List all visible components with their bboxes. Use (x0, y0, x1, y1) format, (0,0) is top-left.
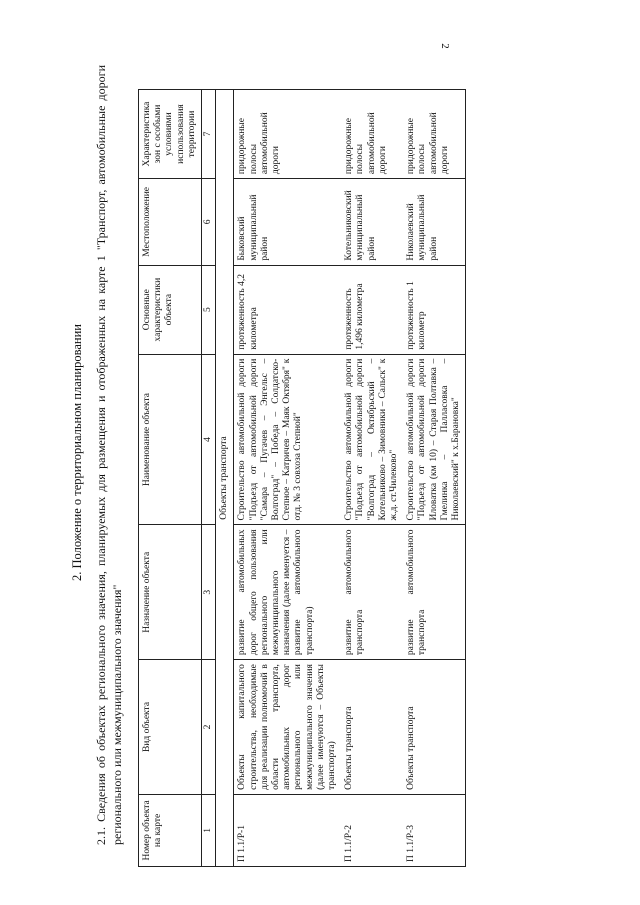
cell-characteristics: протяженность 1 километр (403, 265, 466, 354)
cell-purpose: развитие автомобильного транспорта (403, 525, 466, 660)
cell-name: Строительство автомобильной дороги "Подъезд от автомобильной дороги "Волгоград – Октябрьский – Котельниково – Зимовники – Сальск" к ж.д. ст.Чилеково" (341, 354, 403, 525)
cell-location: Котельниковский муниципальный район (341, 179, 403, 266)
cell-zones: придорожные полосы автомобильной дороги (341, 90, 403, 179)
cell-location: Быковский муниципальный район (234, 179, 341, 266)
column-number-row (202, 90, 216, 867)
table-row (234, 90, 341, 867)
group-label: Объекты транспорта (216, 90, 234, 867)
header-purpose: Назначение объекта (139, 525, 202, 660)
cell-characteristics: протяженность 1,496 километра (341, 265, 403, 354)
header-number: Номер объекта на карте (139, 794, 202, 866)
cell-number: П 1.1/Р-3 (403, 794, 466, 866)
column-number: 4 (202, 354, 216, 525)
column-number: 5 (202, 265, 216, 354)
cell-purpose: развитие автомобильного транспорта (341, 525, 403, 660)
cell-purpose: развитие автомобильных дорог общего пользования регионального или межмуниципального назначения (далее именуется – развитие автомобильного транспорта) (234, 525, 341, 660)
table-header-row (139, 90, 202, 867)
cell-zones: придорожные полосы автомобильной дороги (234, 90, 341, 179)
cell-number: П 1.1/Р-2 (341, 794, 403, 866)
header-name: Наименование объекта (139, 354, 202, 525)
column-number: 1 (202, 794, 216, 866)
cell-name: Строительство автомобильной дороги "Подъезд от автомобильной дороги "Самара – Пугачев – Энгельс – Волгоград" – Победа – Солдатско-Степное – Катричев – Маяк Октября" к отд. № 3 совхоза Степной" (234, 354, 341, 525)
objects-table (138, 89, 466, 867)
group-row (216, 90, 234, 867)
table-row (341, 90, 403, 867)
column-number: 2 (202, 660, 216, 795)
page-number: 2 (438, 43, 451, 49)
column-number: 6 (202, 179, 216, 266)
column-number: 7 (202, 90, 216, 179)
table-row (403, 90, 466, 867)
header-location: Местоположение (139, 179, 202, 266)
subsection-title: 2.1. Сведения об объектах регионального значения, планируемых для размещения и отображенных на карте 1 "Транспорт, автомобильные дороги регионального или межмуниципального значения" (94, 65, 124, 845)
cell-zones: придорожные полосы автомобильной дороги (403, 90, 466, 179)
column-number: 3 (202, 525, 216, 660)
section-title: 2. Положение о территориальном планировании (70, 324, 84, 581)
header-zones: Характеристика зон с особыми условиями использования территории (139, 90, 202, 179)
cell-type: Объекты транспорта (341, 660, 403, 795)
header-characteristics: Основные характеристики объекта (139, 265, 202, 354)
cell-type: Объекты капитального строительства, необходимые для реализации полномочий в области транспорта, автомобильных дорог регионального или межмуниципального значения (далее именуются – Объекты транспорта) (234, 660, 341, 795)
cell-characteristics: протяженность 4,2 километра (234, 265, 341, 354)
cell-type: Объекты транспорта (403, 660, 466, 795)
header-type: Вид объекта (139, 660, 202, 795)
cell-name: Строительство автомобильной дороги "Подъезд от автомобильной дороги Иловатка (км 10) – Старая Полтавка – Гмелинка – Палласовка – Николаевский" к х.Барановка" (403, 354, 466, 525)
cell-location: Николаевский муниципальный район (403, 179, 466, 266)
cell-number: П 1.1/Р-1 (234, 794, 341, 866)
